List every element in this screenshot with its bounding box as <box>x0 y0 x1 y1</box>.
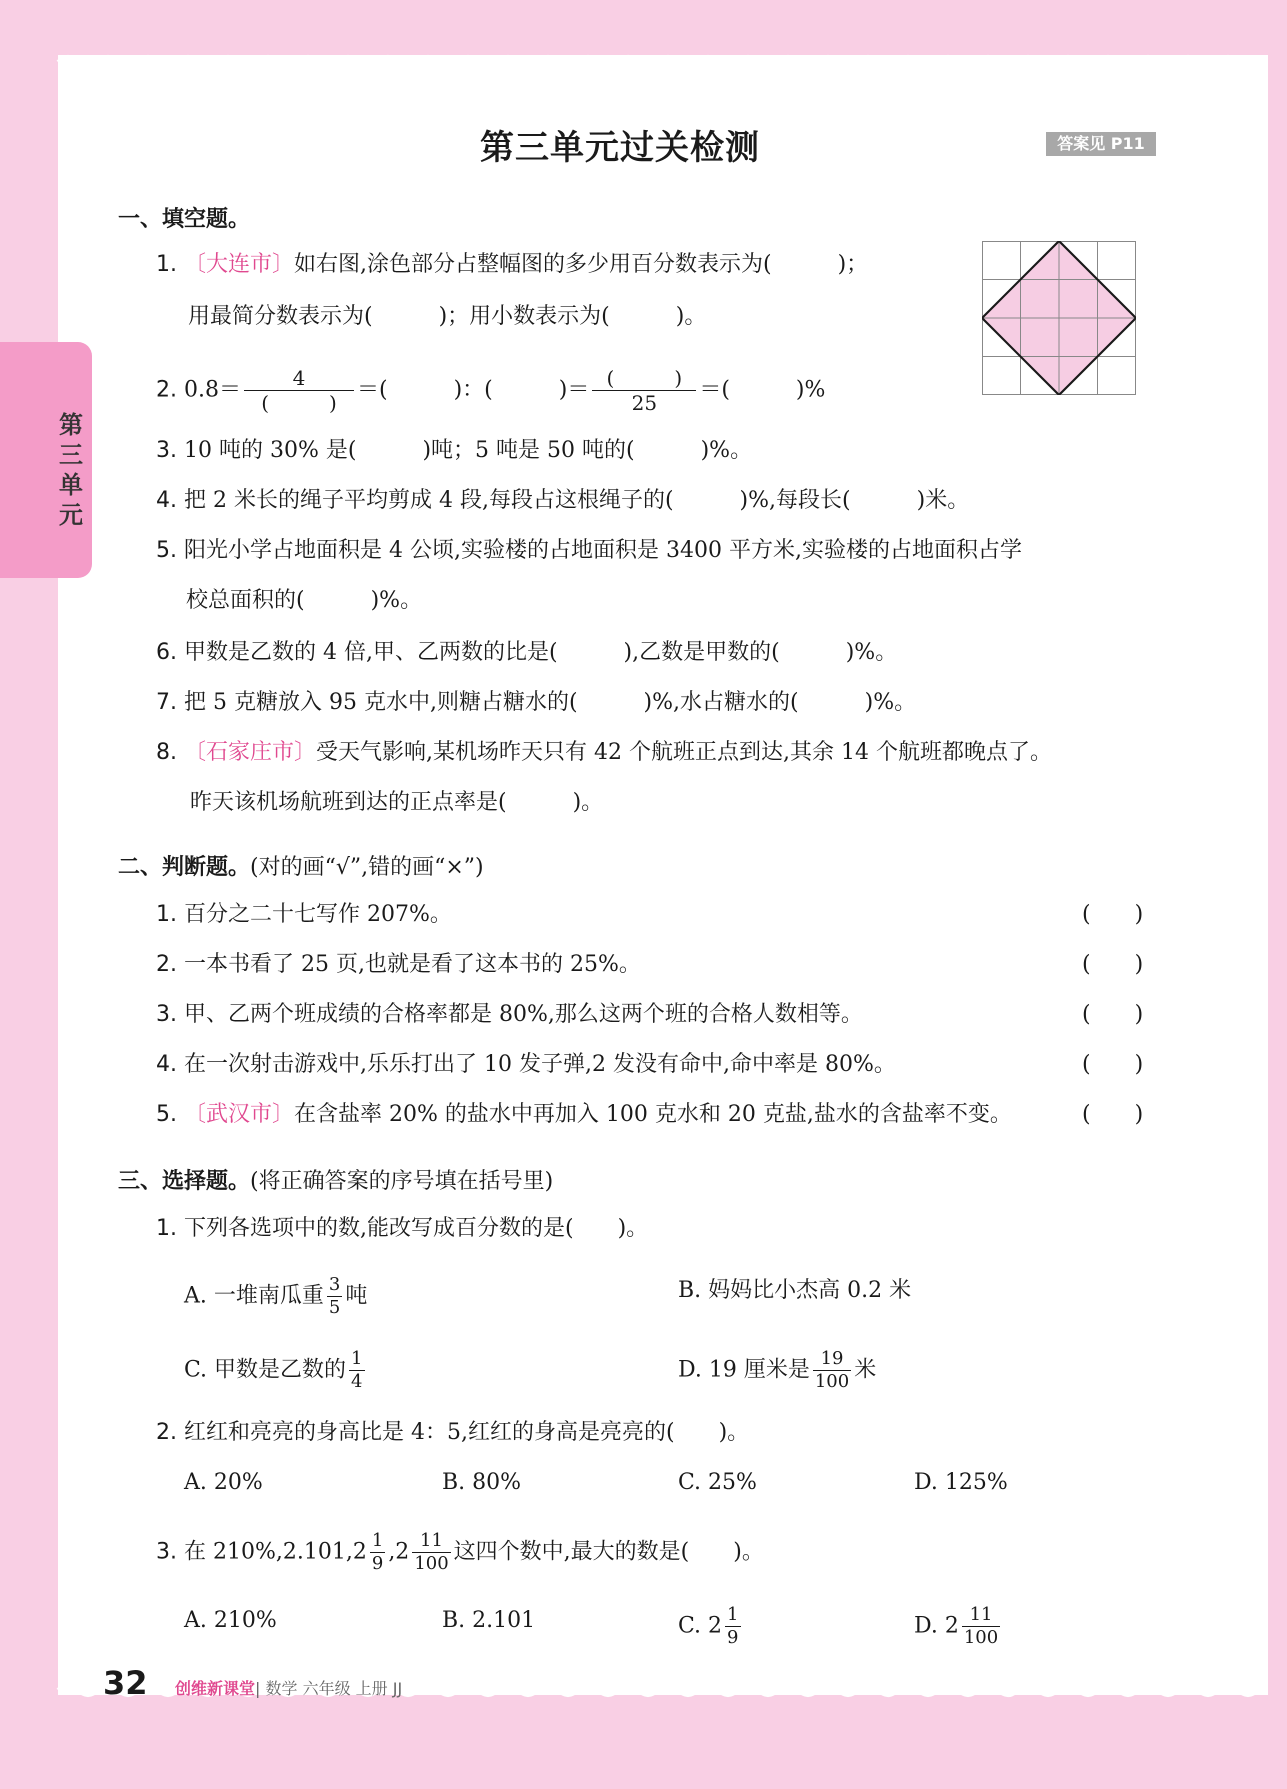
choice-q3-option-b: B. 2.101 <box>442 1608 536 1633</box>
choice-q2-option-d: D. 125% <box>914 1470 1008 1495</box>
choice-q1-option-a <box>184 1276 367 1317</box>
choice-q2-option-a: A. 20% <box>184 1470 263 1495</box>
fraction-denominator: 25 <box>631 391 658 415</box>
fraction-numerator: 1 <box>371 1530 384 1551</box>
fill-q2 <box>156 368 825 413</box>
question-number: 4. <box>156 488 177 513</box>
question-text: 把 5 克糖放入 95 克水中,则糖占糖水的( )%,水占糖水的( )%。 <box>184 690 917 715</box>
question-number: 2. <box>156 952 177 977</box>
fill-q4 <box>156 486 969 516</box>
footer-details: | 数学 六年级 上册 JJ <box>255 1679 403 1698</box>
option-text: C. 2 <box>678 1613 723 1639</box>
answer-bracket[interactable]: ( ) <box>1082 952 1144 977</box>
judge-item <box>156 900 452 930</box>
question-number: 5. <box>156 538 177 563</box>
footer-brand: 创维新课堂 <box>175 1679 256 1698</box>
fill-q8-line1 <box>156 738 1052 768</box>
question-number: 1. <box>156 252 177 277</box>
question-text: ,2 <box>388 1539 410 1565</box>
option-fraction <box>962 1606 1000 1647</box>
choice-q2-option-c: C. 25% <box>678 1470 757 1495</box>
question-number: 1. <box>156 1216 177 1241</box>
choice-q2-option-b: B. 80% <box>442 1470 522 1495</box>
footer-info <box>175 1676 402 1699</box>
fill-q5-line1 <box>156 536 1022 566</box>
question-text: 把 2 米长的绳子平均剪成 4 段,每段占这根绳子的( )%,每段长( )米。 <box>184 488 970 513</box>
section-title-text: 二、判断题。 <box>118 855 251 880</box>
question-number: 1. <box>156 902 177 927</box>
question-text: 在含盐率 20% 的盐水中再加入 100 克水和 20 克盐,盐水的含盐率不变。 <box>294 1102 1012 1127</box>
answer-bracket[interactable]: ( ) <box>1082 902 1144 927</box>
section-note: (对的画“√”,错的画“×”) <box>250 855 484 880</box>
choice-q1-option-d <box>678 1350 876 1391</box>
option-text: 吨 <box>345 1283 368 1309</box>
choice-q3-stem <box>156 1532 764 1573</box>
fraction-denominator: 9 <box>727 1627 739 1648</box>
question-text: 在一次射击游戏中,乐乐打出了 10 发子弹,2 发没有命中,命中率是 80%。 <box>184 1052 896 1077</box>
judge-item <box>156 1000 863 1030</box>
fraction-numerator: ( ) <box>592 368 696 391</box>
region-tag: 〔武汉市〕 <box>184 1102 295 1127</box>
option-text: C. 甲数是乙数的 <box>184 1357 347 1383</box>
choice-q1-option-b: B. 妈妈比小杰高 0.2 米 <box>678 1278 912 1303</box>
option-text: D. 2 <box>914 1613 959 1639</box>
page-number: 32 <box>103 1664 148 1702</box>
fraction-denominator: 5 <box>328 1297 341 1318</box>
question-number: 3. <box>156 1002 177 1027</box>
fraction-numerator: 1 <box>351 1348 363 1369</box>
option-fraction <box>725 1606 740 1647</box>
fraction-numerator: 1 <box>727 1604 739 1625</box>
question-text: 10 吨的 30% 是( )吨；5 吨是 50 吨的( )%。 <box>184 438 753 463</box>
choice-q2-stem <box>156 1418 749 1448</box>
question-text: 百分之二十七写作 207%。 <box>184 902 452 927</box>
fraction-denominator: 100 <box>963 1627 999 1648</box>
fraction-denominator: 100 <box>414 1553 449 1574</box>
fill-q1-line1 <box>156 250 868 280</box>
question-number: 3. <box>156 438 177 463</box>
fraction-denominator: ( ) <box>261 391 337 415</box>
fraction-numerator: 11 <box>962 1606 1000 1627</box>
fill-q6 <box>156 638 897 668</box>
judge-item <box>156 950 641 980</box>
diamond-grid-figure <box>982 241 1136 395</box>
option-fraction <box>349 1350 364 1391</box>
choice-q3-option-a: A. 210% <box>184 1608 277 1633</box>
q2-part-b: ＝( )：( )＝ <box>357 377 590 403</box>
fill-q7 <box>156 688 916 718</box>
q2-part-a: 0.8＝ <box>184 377 241 403</box>
section-choice-title <box>118 1164 553 1195</box>
option-text: 米 <box>854 1357 877 1383</box>
question-text: 甲、乙两个班成绩的合格率都是 80%,那么这两个班的合格人数相等。 <box>184 1002 863 1027</box>
option-text: A. 一堆南瓜重 <box>184 1283 324 1309</box>
fraction-numerator: 19 <box>813 1350 851 1371</box>
answer-reference-badge: 答案见 P11 <box>1046 132 1156 156</box>
question-text: 如右图,涂色部分占整幅图的多少用百分数表示为( )； <box>294 252 869 277</box>
q2-fraction-2 <box>592 368 696 413</box>
judge-item <box>156 1050 896 1080</box>
fraction-denominator: 4 <box>351 1371 363 1392</box>
option-text: D. 19 厘米是 <box>678 1357 810 1383</box>
question-number: 8. <box>156 740 177 765</box>
question-number: 5. <box>156 1102 177 1127</box>
stem-fraction-1 <box>370 1532 385 1573</box>
choice-q1-stem <box>156 1214 648 1244</box>
question-text: 阳光小学占地面积是 4 公顷,实验楼的占地面积是 3400 平方米,实验楼的占地面积占学 <box>184 538 1022 563</box>
judge-item <box>156 1100 1012 1130</box>
question-text: 甲数是乙数的 4 倍,甲、乙两数的比是( ),乙数是甲数的( )%。 <box>184 640 898 665</box>
question-text: 这四个数中,最大的数是( )。 <box>453 1539 764 1565</box>
q2-fraction-1 <box>244 368 354 413</box>
answer-bracket[interactable]: ( ) <box>1082 1052 1144 1077</box>
fraction-numerator: 3 <box>328 1274 341 1295</box>
fraction-denominator: 100 <box>814 1371 850 1392</box>
question-number: 6. <box>156 640 177 665</box>
section-note: (将正确答案的序号填在括号里) <box>250 1169 554 1194</box>
answer-bracket[interactable]: ( ) <box>1082 1002 1144 1027</box>
fraction-numerator: 11 <box>412 1532 450 1553</box>
page-title: 第三单元过关检测 <box>480 128 760 168</box>
question-text: 在 210%,2.101,2 <box>184 1539 367 1565</box>
answer-bracket[interactable]: ( ) <box>1082 1102 1144 1127</box>
question-text: 下列各选项中的数,能改写成百分数的是( )。 <box>184 1216 649 1241</box>
question-text: 一本书看了 25 页,也就是看了这本书的 25%。 <box>184 952 641 977</box>
fill-q8-line2: 昨天该机场航班到达的正点率是( )。 <box>190 790 604 815</box>
choice-q3-option-d <box>914 1606 1003 1647</box>
section-title-text: 三、选择题。 <box>118 1169 251 1194</box>
fraction-denominator: 9 <box>371 1553 384 1574</box>
question-text: 红红和亮亮的身高比是 4：5,红红的身高是亮亮的( )。 <box>184 1420 750 1445</box>
fill-q5-line2: 校总面积的( )%。 <box>186 588 423 613</box>
choice-q1-option-c <box>184 1350 368 1391</box>
fraction-numerator: 4 <box>244 368 354 391</box>
region-tag: 〔石家庄市〕 <box>184 740 317 765</box>
fill-q3 <box>156 436 752 466</box>
unit-side-tab-label: 第三单元 <box>59 411 83 529</box>
section-fill-title: 一、填空题。 <box>118 207 251 232</box>
fill-q1-line2: 用最简分数表示为( )；用小数表示为( )。 <box>188 304 707 329</box>
question-number: 2. <box>156 1420 177 1445</box>
question-number: 2. <box>156 377 177 403</box>
section-judge-title <box>118 850 484 881</box>
question-number: 3. <box>156 1539 177 1565</box>
q2-part-c: ＝( )% <box>699 377 826 403</box>
question-number: 4. <box>156 1052 177 1077</box>
option-fraction <box>327 1276 342 1317</box>
question-text: 受天气影响,某机场昨天只有 42 个航班正点到达,其余 14 个航班都晚点了。 <box>316 740 1052 765</box>
option-fraction <box>813 1350 851 1391</box>
choice-q3-option-c <box>678 1606 744 1647</box>
question-number: 7. <box>156 690 177 715</box>
region-tag: 〔大连市〕 <box>184 252 295 277</box>
stem-fraction-2 <box>412 1532 450 1573</box>
